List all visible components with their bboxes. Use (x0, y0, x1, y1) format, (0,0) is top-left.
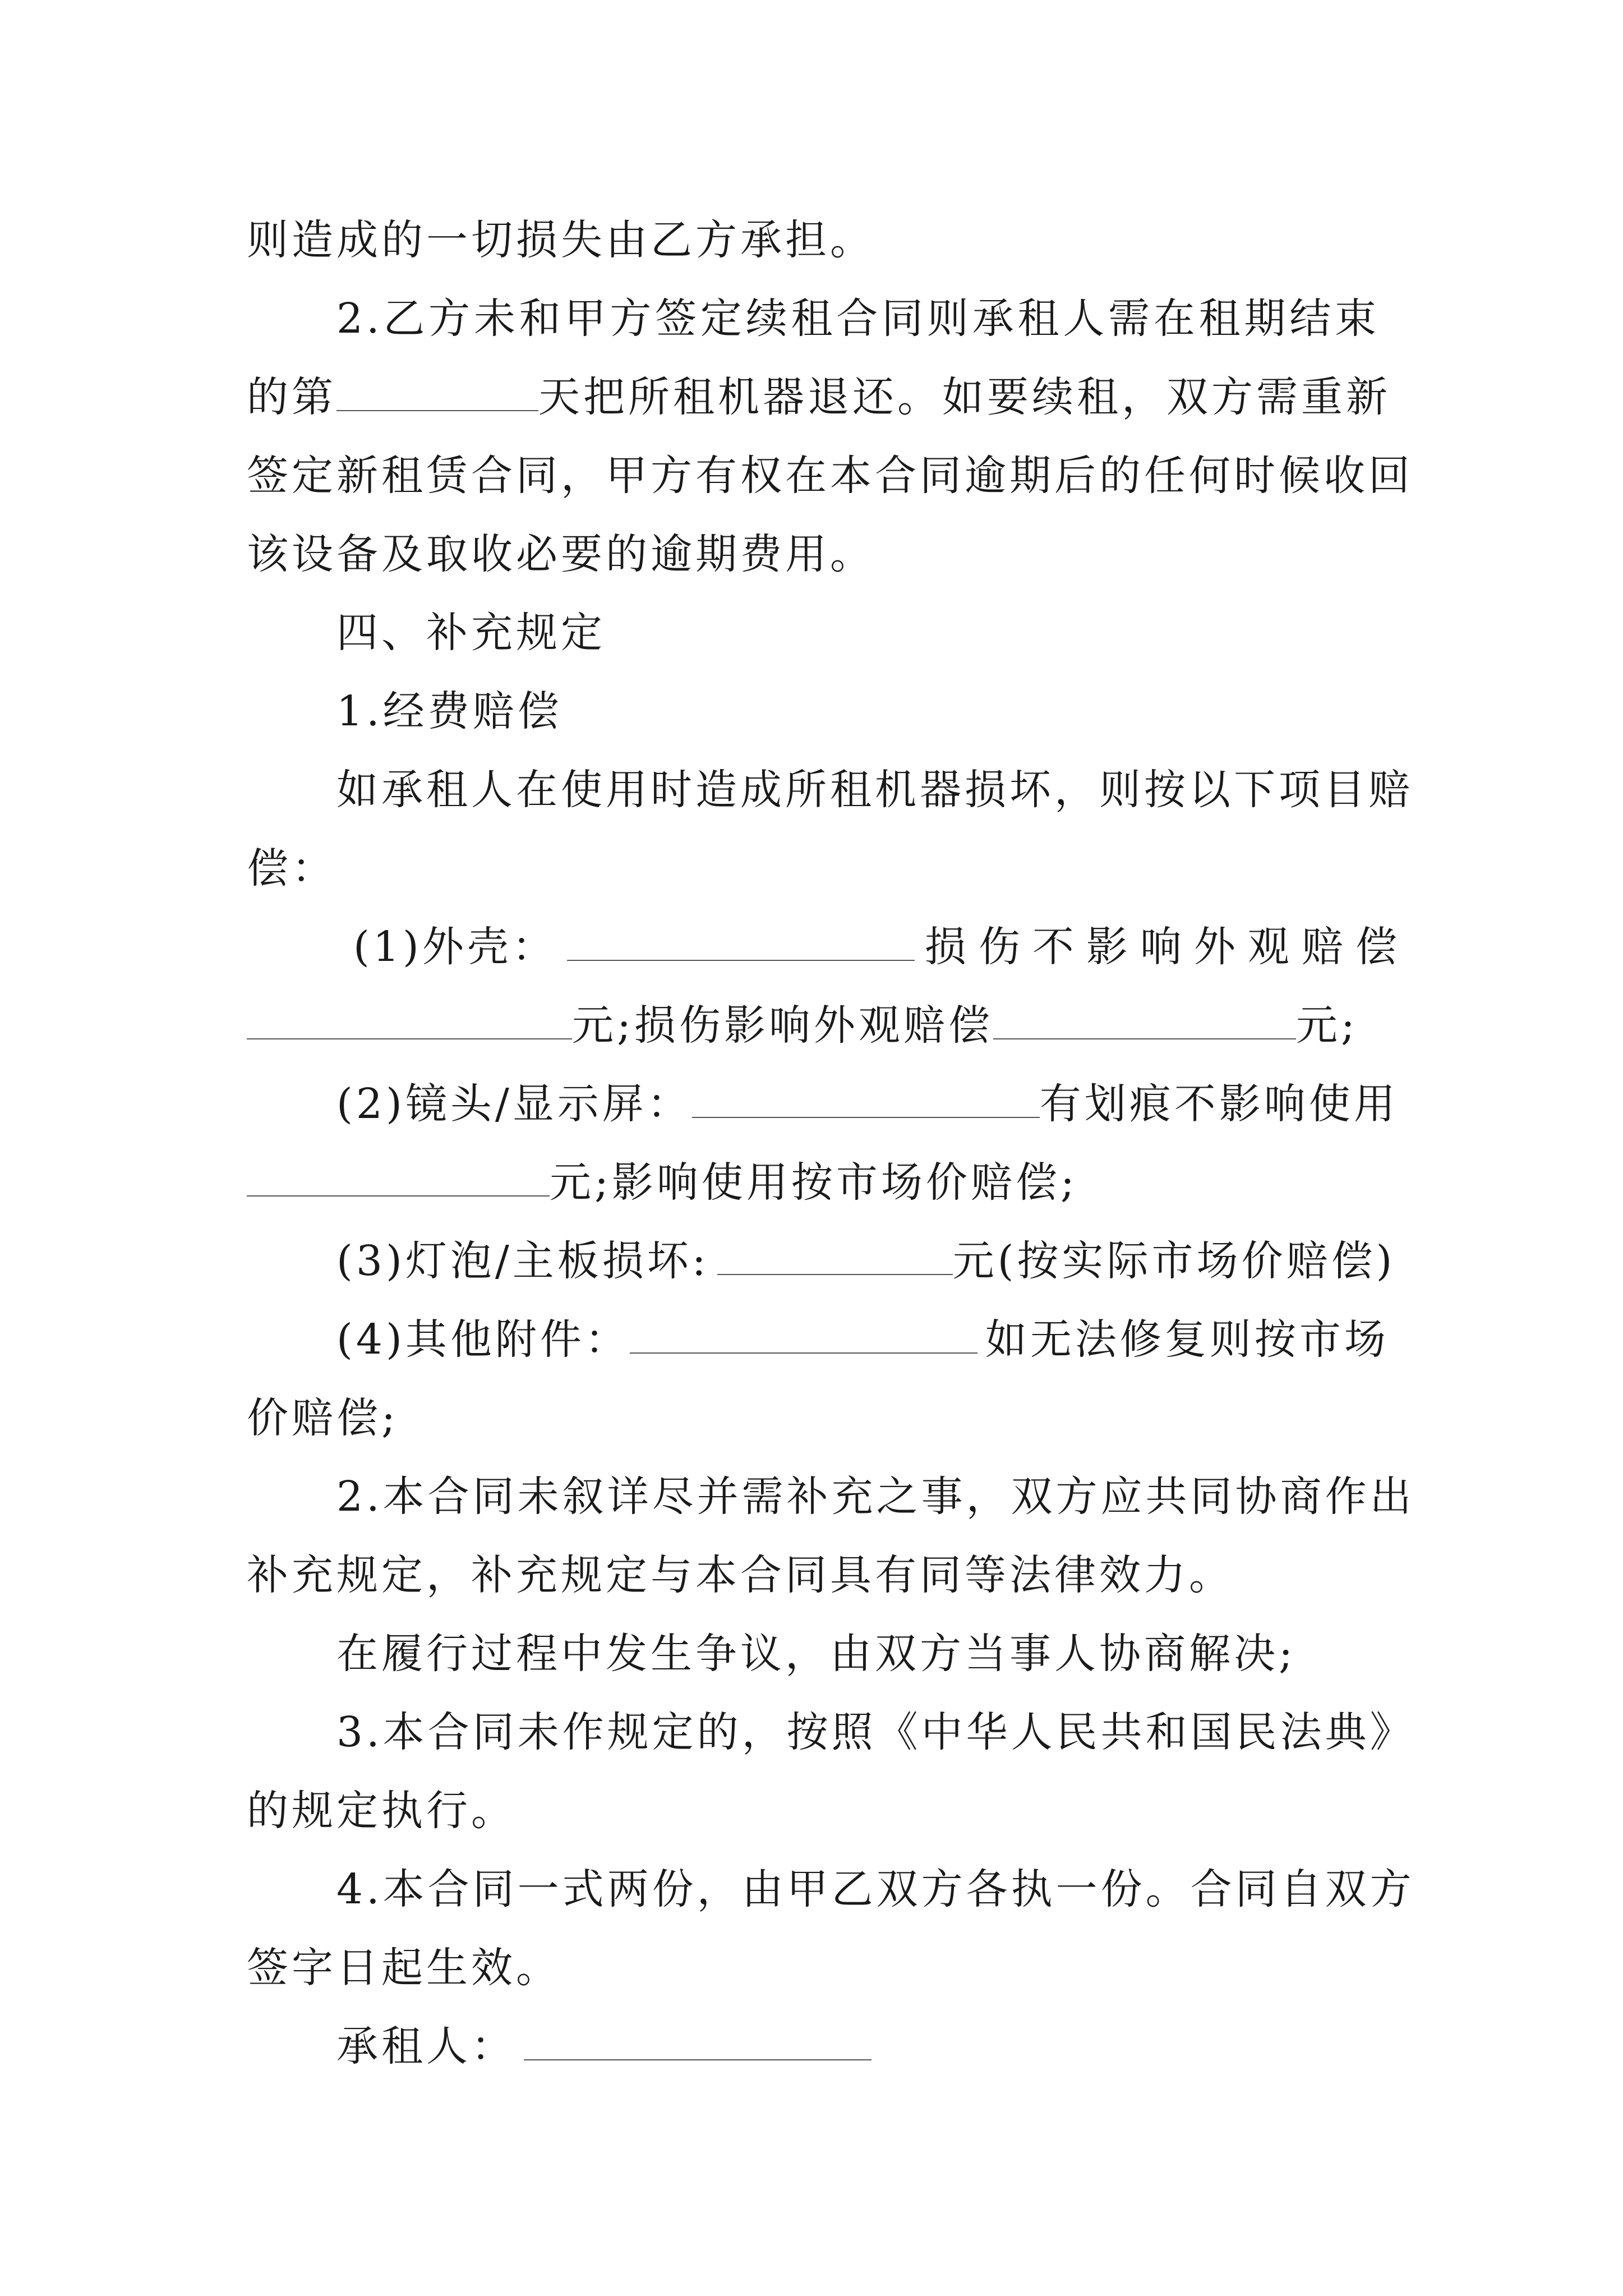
text-line: 3.本合同未作规定的，按照《中华人民共和国民法典》 (336, 1708, 1415, 1756)
text-line: 补充规定，补充规定与本合同具有同等法律效力。 (247, 1551, 1234, 1599)
fill-in-blank-amount[interactable] (993, 1001, 1296, 1039)
text-segment: 元;损伤影响外观赔偿 (572, 1001, 993, 1050)
text-line: 签定新租赁合同，甲方有权在本合同逾期后的任何时候收回 (247, 452, 1413, 500)
fill-in-blank-accessories[interactable] (630, 1315, 978, 1354)
text-line: 偿： (247, 844, 336, 892)
paragraph-line (247, 526, 1380, 582)
text-line: 价赔偿; (247, 1394, 399, 1442)
paragraph-line (247, 369, 1391, 425)
paragraph-line (336, 1626, 1380, 1682)
section-heading (336, 605, 1380, 661)
heading-text: 四、补充规定 (336, 609, 606, 657)
paragraph-line (336, 1861, 1415, 1917)
paragraph-line (247, 1783, 1380, 1839)
text-line: 4.本合同一式两份，由甲乙双方各执一份。合同自双方 (336, 1865, 1415, 1913)
fill-in-blank-days[interactable] (336, 373, 538, 411)
fill-in-blank-amount[interactable] (247, 1158, 550, 1197)
text-line: 该设备及取收必要的逾期费用。 (247, 530, 875, 578)
paragraph-line (247, 997, 1380, 1053)
text-line: 如承租人在使用时造成所租机器损坏，则按以下项目赔 (336, 766, 1413, 814)
paragraph-line (247, 1154, 1380, 1211)
text-segment: (3)灯泡/主板损坏: (336, 1237, 709, 1285)
text-segment: (2)镜头/显示屏： (336, 1080, 692, 1128)
text-line: 则造成的一切损失由乙方承担。 (247, 216, 875, 264)
text-line: 签字日起生效。 (247, 1944, 561, 1992)
text-line: 在履行过程中发生争议，由双方当事人协商解决; (336, 1630, 1296, 1678)
paragraph-line (247, 1390, 1380, 1446)
text-segment: 有划痕不影响使用 (1039, 1080, 1399, 1128)
paragraph-line (353, 919, 1409, 975)
text-line: 的规定执行。 (247, 1787, 516, 1835)
text-segment: (1)外壳： (353, 923, 557, 971)
paragraph-line (247, 212, 1380, 268)
fill-in-blank-bulb[interactable] (717, 1237, 953, 1275)
text-segment: 元; (1295, 1001, 1358, 1050)
fill-in-blank-casing[interactable] (567, 923, 915, 961)
text-segment: 的第 (247, 373, 336, 421)
fill-in-blank-amount[interactable] (247, 1001, 572, 1039)
paragraph-line (247, 840, 1380, 896)
paragraph-line (336, 1233, 1396, 1289)
text-segment: 如无法修复则按市场 (985, 1315, 1389, 1364)
paragraph-line (336, 1704, 1415, 1760)
paragraph-line (247, 448, 1413, 504)
lessee-label: 承租人： (336, 2022, 516, 2070)
lessee-signature-blank[interactable] (524, 2022, 872, 2060)
signature-line (336, 2018, 1380, 2074)
text-segment: 元(按实际市场价赔偿) (952, 1237, 1396, 1285)
text-line: 2.乙方未和甲方签定续租合同则承租人需在租期结束 (336, 295, 1380, 343)
subsection-heading (336, 683, 1380, 739)
paragraph-line (336, 291, 1380, 347)
paragraph-line (336, 762, 1413, 818)
paragraph-line (336, 1312, 1389, 1368)
paragraph-line (336, 1469, 1415, 1525)
heading-text: 1.经费赔偿 (336, 687, 562, 735)
paragraph-line (336, 1076, 1399, 1132)
text-segment: 天把所租机器退还。如要续租，双方需重新 (538, 373, 1391, 421)
paragraph-line (247, 1547, 1380, 1603)
text-segment: (4)其他附件： (336, 1315, 630, 1364)
text-segment: 元;影响使用按市场价赔偿; (550, 1158, 1078, 1207)
text-line: 2.本合同未叙详尽并需补充之事，双方应共同协商作出 (336, 1473, 1415, 1521)
fill-in-blank-screen[interactable] (692, 1080, 1040, 1118)
paragraph-line (247, 1940, 1380, 1996)
text-segment: 损伤不影响外观赔偿 (924, 923, 1409, 971)
